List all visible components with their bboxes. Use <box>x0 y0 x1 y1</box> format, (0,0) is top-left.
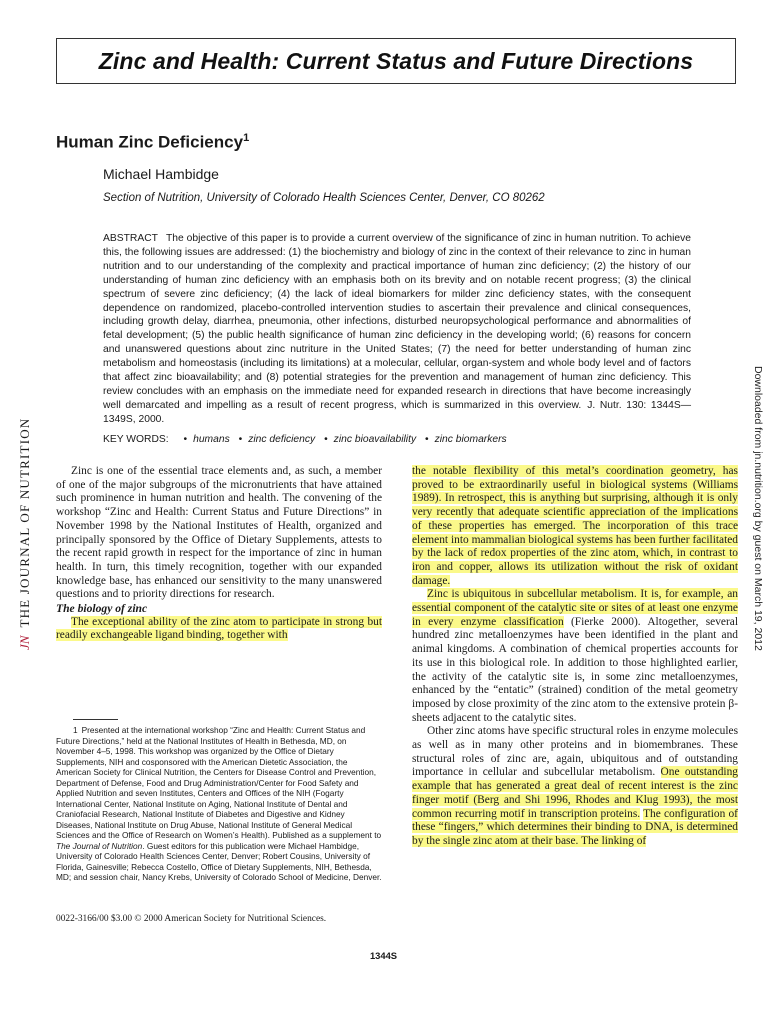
biology-paragraph-start <box>56 616 382 643</box>
keyword: zinc bioavailability <box>333 434 417 445</box>
footnote-journal-name: The Journal of Nutrition <box>56 840 143 851</box>
footnote <box>56 725 382 883</box>
page-number: 1344S <box>369 950 398 961</box>
keyword: zinc biomarkers <box>434 434 507 445</box>
highlighted-text[interactable]: The configuration of these “fingers,” which determines their binding to DNA, is determined by the single zinc atom at their base. The linking of <box>412 807 738 847</box>
article-title-text: Human Zinc Deficiency <box>56 132 244 152</box>
abstract <box>103 232 691 427</box>
author-name: Michael Hambidge <box>103 166 219 182</box>
highlighted-text[interactable]: the notable flexibility of this metal’s coordination geometry, has proved to be extraordinarily useful in biological systems (Williams 1989). In retrospect, this is anything but surprising, although it is only very recently that adequate scientific appreciation of the implications of these properties has emerged. The incorporation of this trace element into mammalian biological systems has been further facilitated by the lack of redox properties of the zinc atom, which, in contrast to iron and copper, allows its utilization without the risk of oxidant damage. <box>412 465 738 587</box>
keyword-bullet: • <box>324 434 328 445</box>
structural-roles-paragraph <box>412 725 738 848</box>
author-affiliation: Section of Nutrition, University of Colorado Health Sciences Center, Denver, CO 80262 <box>103 192 545 204</box>
keyword: zinc deficiency <box>248 434 316 445</box>
section-heading-biology: The biology of zinc <box>56 602 148 616</box>
abstract-citation: J. Nutr. 130: 1344S—1349S, 2000. <box>103 399 692 425</box>
series-title: Zinc and Health: Current Status and Future Directions <box>98 47 694 74</box>
footnote-text: Presented at the international workshop “Zinc and Health: Current Status and Future Directions,” held at the National Institutes of Health in Bethesda, MD, on November 4–5, 1998. This workshop was organized by the Office of Dietary Supplements, NIH and cosponsored with the American Dietetic Association, the American Society for Clinical Nutrition, the Centers for Disease Control and Prevention, Department of Defense, Food and Drug Administration/Center for Food Safety and Applied Nutrition and seven Institutes, Centers and Offices of the NIH (Fogarty International Center, National Institute on Aging, National Institute of Dental and Craniofacial Research, National Institute of Diabetes and Digestive and Kidney Diseases, National Institute on Drug Abuse, National Institute of General Medical Sciences and the Office of Research on Women’s Health). Published as a supplement to <box>56 725 382 840</box>
highlighted-text[interactable]: One outstanding example that has generated a great deal of recent interest is the zinc finger motif (Berg and Shi 1996, Rhodes and Klug 1993), the most common recurring motif in transcription proteins. <box>412 766 738 820</box>
journal-margin-label <box>17 418 33 650</box>
footnote-divider <box>73 719 118 720</box>
footnote-mark: 1 <box>73 725 78 735</box>
ubiquity-paragraph <box>412 588 738 725</box>
highlighted-text[interactable]: Zinc is ubiquitous in subcellular metabolism. It is, for example, an essential component of the catalytic site or sites of at least one enzyme in every enzyme classification <box>412 588 738 628</box>
paragraph-text: (Fierke 2000). Altogether, several hundred zinc metalloenzymes have been identified in the plant and animal kingdoms. A combination of chemical properties accounts for its use in this biological role. In addition to those highlighted earlier, the activity of the catalytic site is, in some zinc metalloenzymes, enhanced by the “entatic” (strained) condition of the metal geometry imposed by close proximity of the zinc atom to the extensive protein β-sheets adjacent to the catalytic sites. <box>412 615 738 724</box>
title-footnote-mark[interactable]: 1 <box>243 132 250 144</box>
highlighted-text[interactable]: The exceptional ability of the zinc atom to participate in strong but readily exchangeable ligand binding, together with <box>56 615 382 642</box>
keyword-bullet: • <box>238 434 243 445</box>
download-notice: Downloaded from jn.nutrition.org by guest on March 19, 2012 <box>752 366 764 651</box>
keyword: humans <box>193 434 230 445</box>
journal-abbreviation: JN <box>17 635 32 650</box>
series-banner <box>56 38 736 84</box>
keyword-bullet: • <box>424 434 429 445</box>
body-column-right <box>412 465 738 849</box>
body-column-left <box>56 465 382 643</box>
copyright-line: 0022-3166/00 $3.00 © 2000 American Society for Nutritional Sciences. <box>56 914 327 924</box>
keyword-bullet: • <box>183 434 188 445</box>
footnote-text-end: . Guest editors for this publication were Michael Hambidge, University of Colorado Health Sciences Center, Denver; Robert Cousins, University of Florida, Gainesville; Rebecca Costello, Office of Dietary Supplements, NIH, Bethesda, MD; and session chair, Nancy Krebs, University of Colorado School of Medicine, Denver. <box>56 840 382 882</box>
abstract-text: The objective of this paper is to provide a current overview of the significance of zinc in human nutrition. To achieve this, the following issues are addressed: (1) the biochemistry and biology of zinc in the context of their relevance to zinc in human nutrition and to our understanding of the complexity and practical importance of human zinc deficiency; (2) the history of our understanding of human zinc deficiency with an emphasis both on its brevity and on notable recent progress; (3) the clinical spectrum of severe zinc deficiency; (4) the lack of ideal biomarkers for milder zinc deficiency states, with the consequent dependence on randomized, placebo-controlled intervention studies to ascertain their prevalence and clinical consequences, including growth delay, diarrhea, pneumonia, other infections, disturbed neuropsychological performance and abnormalities of fetal development; (5) the public health significance of human zinc deficiency in the developing world; (6) reasons for concern and unanswered questions about zinc nutriture in the United States; (7) the need for better understanding of human zinc metabolism and homeostasis (including its limitations) at a molecular, cellular, organ-system and whole body level and of factors that affect zinc bioavailability; and (8) potential strategies for the prevention and management of human zinc deficiency. This review concludes with an emphasis on the immediate need for expanded research in directions that have become increasingly well demarcated and impelling as a result of recent progress, which is summarized in this overview. <box>103 233 691 411</box>
keywords-label: KEY WORDS: <box>103 434 169 445</box>
abstract-heading: ABSTRACT <box>103 233 158 244</box>
intro-paragraph: Zinc is one of the essential trace elements and, as such, a member of one of the major subgroups of the micronutrients that have attained such prominence in human nutrition and health. The convening of the workshop “Zinc and Health: Current Status and Future Directions” in November 1998 by the National Institutes of Health, organized and principally sponsored by the Office of Dietary Supplements, attests to the recent rapid growth in respect for the importance of zinc in human health. In turn, this timely recognition, together with our expanded knowledge base, has enhanced our sensitivity to the many unanswered questions and to priority directions for research. <box>56 465 382 601</box>
biology-paragraph-continued <box>412 465 738 588</box>
journal-name: THE JOURNAL OF NUTRITION <box>17 417 32 628</box>
paragraph-text: Other zinc atoms have specific structural roles in enzyme molecules as well as in many other proteins and in biomembranes. These structural roles of zinc are, again, ubiquitous and of outstanding importance in cellular and subcellular metabolism. <box>412 725 738 779</box>
article-title <box>56 132 249 153</box>
keywords <box>103 434 703 445</box>
